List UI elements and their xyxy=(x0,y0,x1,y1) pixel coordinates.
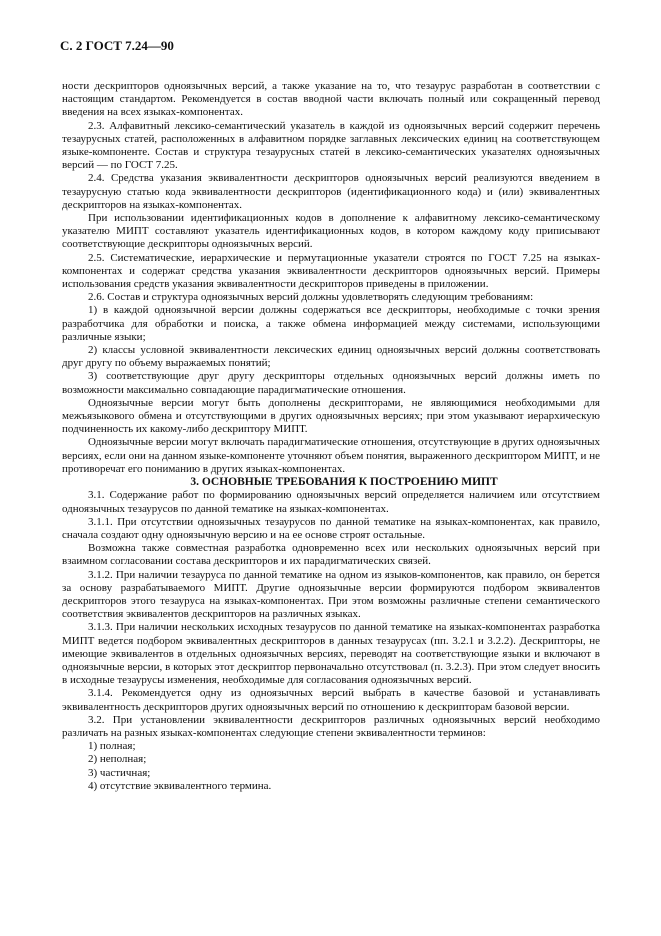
section-title: 3. ОСНОВНЫЕ ТРЕБОВАНИЯ К ПОСТРОЕНИЮ МИПТ xyxy=(190,476,498,489)
list-item: 1) в каждой одноязычной версии должны содержаться все дескрипторы, необходимые с точки зрения разработчика для обработки и поиска, а также обмена информацией между системами, использующими различные языки; xyxy=(62,304,600,343)
paragraph: 2.6. Состав и структура одноязычных версий должны удовлетворять следующим требованиям: xyxy=(88,291,534,304)
document-body xyxy=(62,80,600,793)
paragraph: ности дескрипторов одноязычных версий, а также указание на то, что тезаурус разработан в соответствии с настоящим стандартом. Рекомендуется в состав вводной части включать полный или сокращенный перевод введения на всех языках-компонентах. xyxy=(62,80,600,119)
paragraph: 3.1. Содержание работ по формированию одноязычных версий определяется наличием или отсутствием одноязычных тезаурусов по данной тематике на языках-компонентах. xyxy=(62,489,600,515)
paragraph: При использовании идентификационных кодов в дополнение к алфавитному лексико-семантическому указателю МИПТ составляют указатель идентификационных кодов, в котором каждому коду приписывают соответствующие дескрипторы одноязычных версий. xyxy=(62,212,600,251)
list-item: 1) полная; xyxy=(88,740,136,753)
paragraph: Возможна также совместная разработка одновременно всех или нескольких одноязычных версий при взаимном согласовании состава дескрипторов и их парадигматических связей. xyxy=(62,542,600,568)
paragraph: 2.4. Средства указания эквивалентности дескрипторов одноязычных версий реализуются введением в тезаурусную статью кода эквивалентности дескрипторов (идентификационного кода) и (или) эквивалентных дескрипторов на языках-компонентах. xyxy=(62,172,600,211)
paragraph: 3.2. При установлении эквивалентности дескрипторов различных одноязычных версий необходимо различать на разных языках-компонентах следующие степени эквивалентности терминов: xyxy=(62,713,600,739)
list-item: 2) классы условной эквивалентности лексических единиц одноязычных версий должны соответствовать друг другу по объему выражаемых понятий; xyxy=(62,344,600,370)
paragraph: 2.3. Алфавитный лексико-семантический указатель в каждой из одноязычных версий содержит перечень тезаурусных статей, расположенных в алфавитном порядке заглавных лексических единиц на соответствующем языке-компоненте. Состав и структура тезаурусных статей в лексико-семантических указателях одноязычных версий — по ГОСТ 7.25. xyxy=(62,119,600,172)
list-item: 4) отсутствие эквивалентного термина. xyxy=(88,779,272,792)
list-item: 3) соответствующие друг другу дескрипторы отдельных одноязычных версий должны иметь по возможности максимально совпадающие парадигматические отношения. xyxy=(62,370,600,396)
paragraph: Одноязычные версии могут быть дополнены дескрипторами, не являющимися необходимыми для межъязыкового обмена и отсутствующими в других одноязычных версиях; при этом указывают иерархическую подчиненность их какому-либо дескриптору МИПТ. xyxy=(62,396,600,436)
paragraph: 3.1.1. При отсутствии одноязычных тезаурусов по данной тематике на языках-компонентах, как правило, сначала создают одну одноязычную версию и на ее основе строят остальные. xyxy=(62,515,600,541)
page-header: С. 2 ГОСТ 7.24—90 xyxy=(60,38,174,53)
paragraph: 2.5. Систематические, иерархические и пермутационные указатели строятся по ГОСТ 7.25 на языках-компонентах и содержат средства указания эквивалентности дескрипторов одноязычных версий. Примеры использования средств указания эквивалентности дескрипторов приведены в приложении. xyxy=(62,251,600,291)
list-item: 3) частичная; xyxy=(88,766,151,779)
list-item: 2) неполная; xyxy=(88,753,147,766)
paragraph: 3.1.2. При наличии тезауруса по данной тематике на одном из языков-компонентов, как правило, он берется за основу разрабатываемого МИПТ. Другие одноязычные версии формируются подбором эквивалентов дескрипторов этого тезауруса на языках-компонентах. При этом возможны различные степени семантического соответствия эквивалентов дескрипторов на различных языках. xyxy=(62,568,600,621)
paragraph: 3.1.3. При наличии нескольких исходных тезаурусов по данной тематике на языках-компонентах разработка МИПТ ведется подбором эквивалентных дескрипторов в данных тезаурусах (пп. 3.2.1 и 3.2.2). Дескрипторы, не имеющие эквивалентов в отдельных одноязычных версиях, переводят на соответствующие языки и включают в одноязычные версии, в которых этот дескриптор первоначально отсутствовал (п. 3.2.3). При этом следует вносить в исходные тезаурусы изменения, необходимые для согласования одноязычных версий. xyxy=(62,621,600,687)
paragraph: 3.1.4. Рекомендуется одну из одноязычных версий выбрать в качестве базовой и устанавливать эквивалентность дескрипторов других одноязычных версий по отношению к дескрипторам базовой версии. xyxy=(62,687,600,713)
paragraph: Одноязычные версии могут включать парадигматические отношения, отсутствующие в других одноязычных версиях, если они на данном языке-компоненте уточняют объем понятия, выраженного дескриптором МИПТ, и не противоречат его пониманию в других языках-компонентах. xyxy=(62,436,600,475)
